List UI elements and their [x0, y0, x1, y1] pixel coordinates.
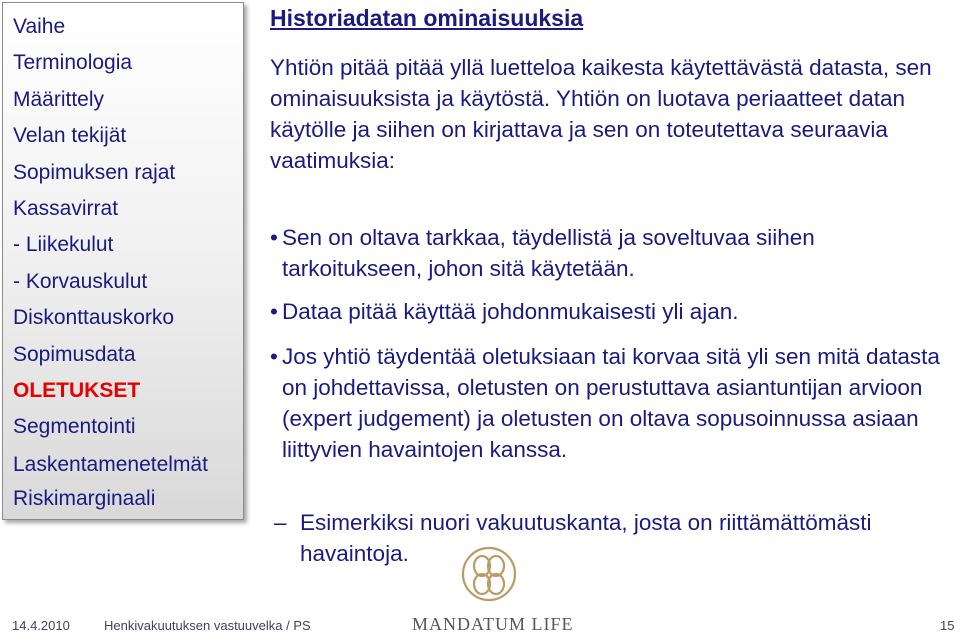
sidebar-item-velan-tekijat[interactable]: Velan tekijät [13, 124, 127, 148]
bullet-text: Jos yhtiö täydentää oletuksiaan tai korvaa sitä yli sen mitä datasta on johdettavissa, oletusten on perustuttava asiantuntijan arvioon (expert judgement) ja oletusten on oltava sopusoinnussa asiaan liittyvien havaintojen kanssa. [282, 344, 940, 462]
sub-bullet-text: Esimerkiksi nuori vakuutuskanta, josta on riittämättömästi havaintoja. [300, 510, 872, 566]
bullet-text: Dataa pitää käyttää johdonmukaisesti yli ajan. [282, 299, 739, 324]
bullet-item [270, 222, 950, 284]
sidebar-item-oletukset[interactable]: OLETUKSET [13, 379, 141, 403]
footer-title: Henkivakuutuksen vastuuvelka / PS [104, 618, 311, 633]
intro-paragraph: Yhtiön pitää pitää yllä luetteloa kaikesta käytettävästä datasta, sen ominaisuuksista ja käytöstä. Yhtiön on luotava periaatteet datan käytölle ja siihen on kirjattava ja sen on toteutettava seuraavia vaatimuksia: [270, 55, 932, 173]
sidebar-item-sopimusdata[interactable]: Sopimusdata [13, 342, 136, 366]
sidebar-item-terminologia[interactable]: Terminologia [13, 51, 133, 75]
sidebar-item-riskimarginaali[interactable]: Riskimarginaali [13, 486, 156, 510]
sidebar-item-korvauskulut[interactable]: - Korvauskulut [13, 269, 148, 293]
sidebar-item-laskentamenetelmat[interactable]: Laskentamenetelmät [13, 452, 208, 476]
sidebar-navigation [2, 2, 244, 520]
bullet-marker: • [270, 344, 278, 369]
footer-date: 14.4.2010 [12, 618, 70, 633]
page-number: 15 [940, 618, 955, 633]
bullet-item [270, 296, 950, 327]
sidebar-item-vaihe[interactable]: Vaihe [13, 15, 66, 38]
sidebar-menu [13, 9, 241, 517]
sidebar-item-diskonttauskorko[interactable]: Diskonttauskorko [13, 306, 175, 330]
sidebar-item-liikekulut[interactable]: - Liikekulut [13, 233, 114, 257]
mandatum-life-emblem-icon [458, 540, 520, 608]
sidebar-item-maarittely[interactable]: Määrittely [13, 87, 105, 111]
bullet-marker: • [270, 299, 278, 324]
bullet-marker: • [270, 225, 278, 250]
sub-bullet-item [274, 507, 914, 569]
slide-title: Historiadatan ominaisuuksia [270, 5, 584, 31]
sidebar-item-kassavirrat[interactable]: Kassavirrat [13, 197, 119, 221]
sidebar-item-segmentointi[interactable]: Segmentointi [13, 415, 136, 439]
dash-marker: – [274, 510, 287, 535]
bullet-item [270, 341, 950, 465]
bullet-text: Sen on oltava tarkkaa, täydellistä ja soveltuvaa siihen tarkoitukseen, johon sitä käytetään. [282, 225, 815, 281]
brand-logo-text: MANDATUM LIFE [412, 614, 574, 634]
sidebar-item-sopimuksen-rajat[interactable]: Sopimuksen rajat [13, 160, 176, 184]
